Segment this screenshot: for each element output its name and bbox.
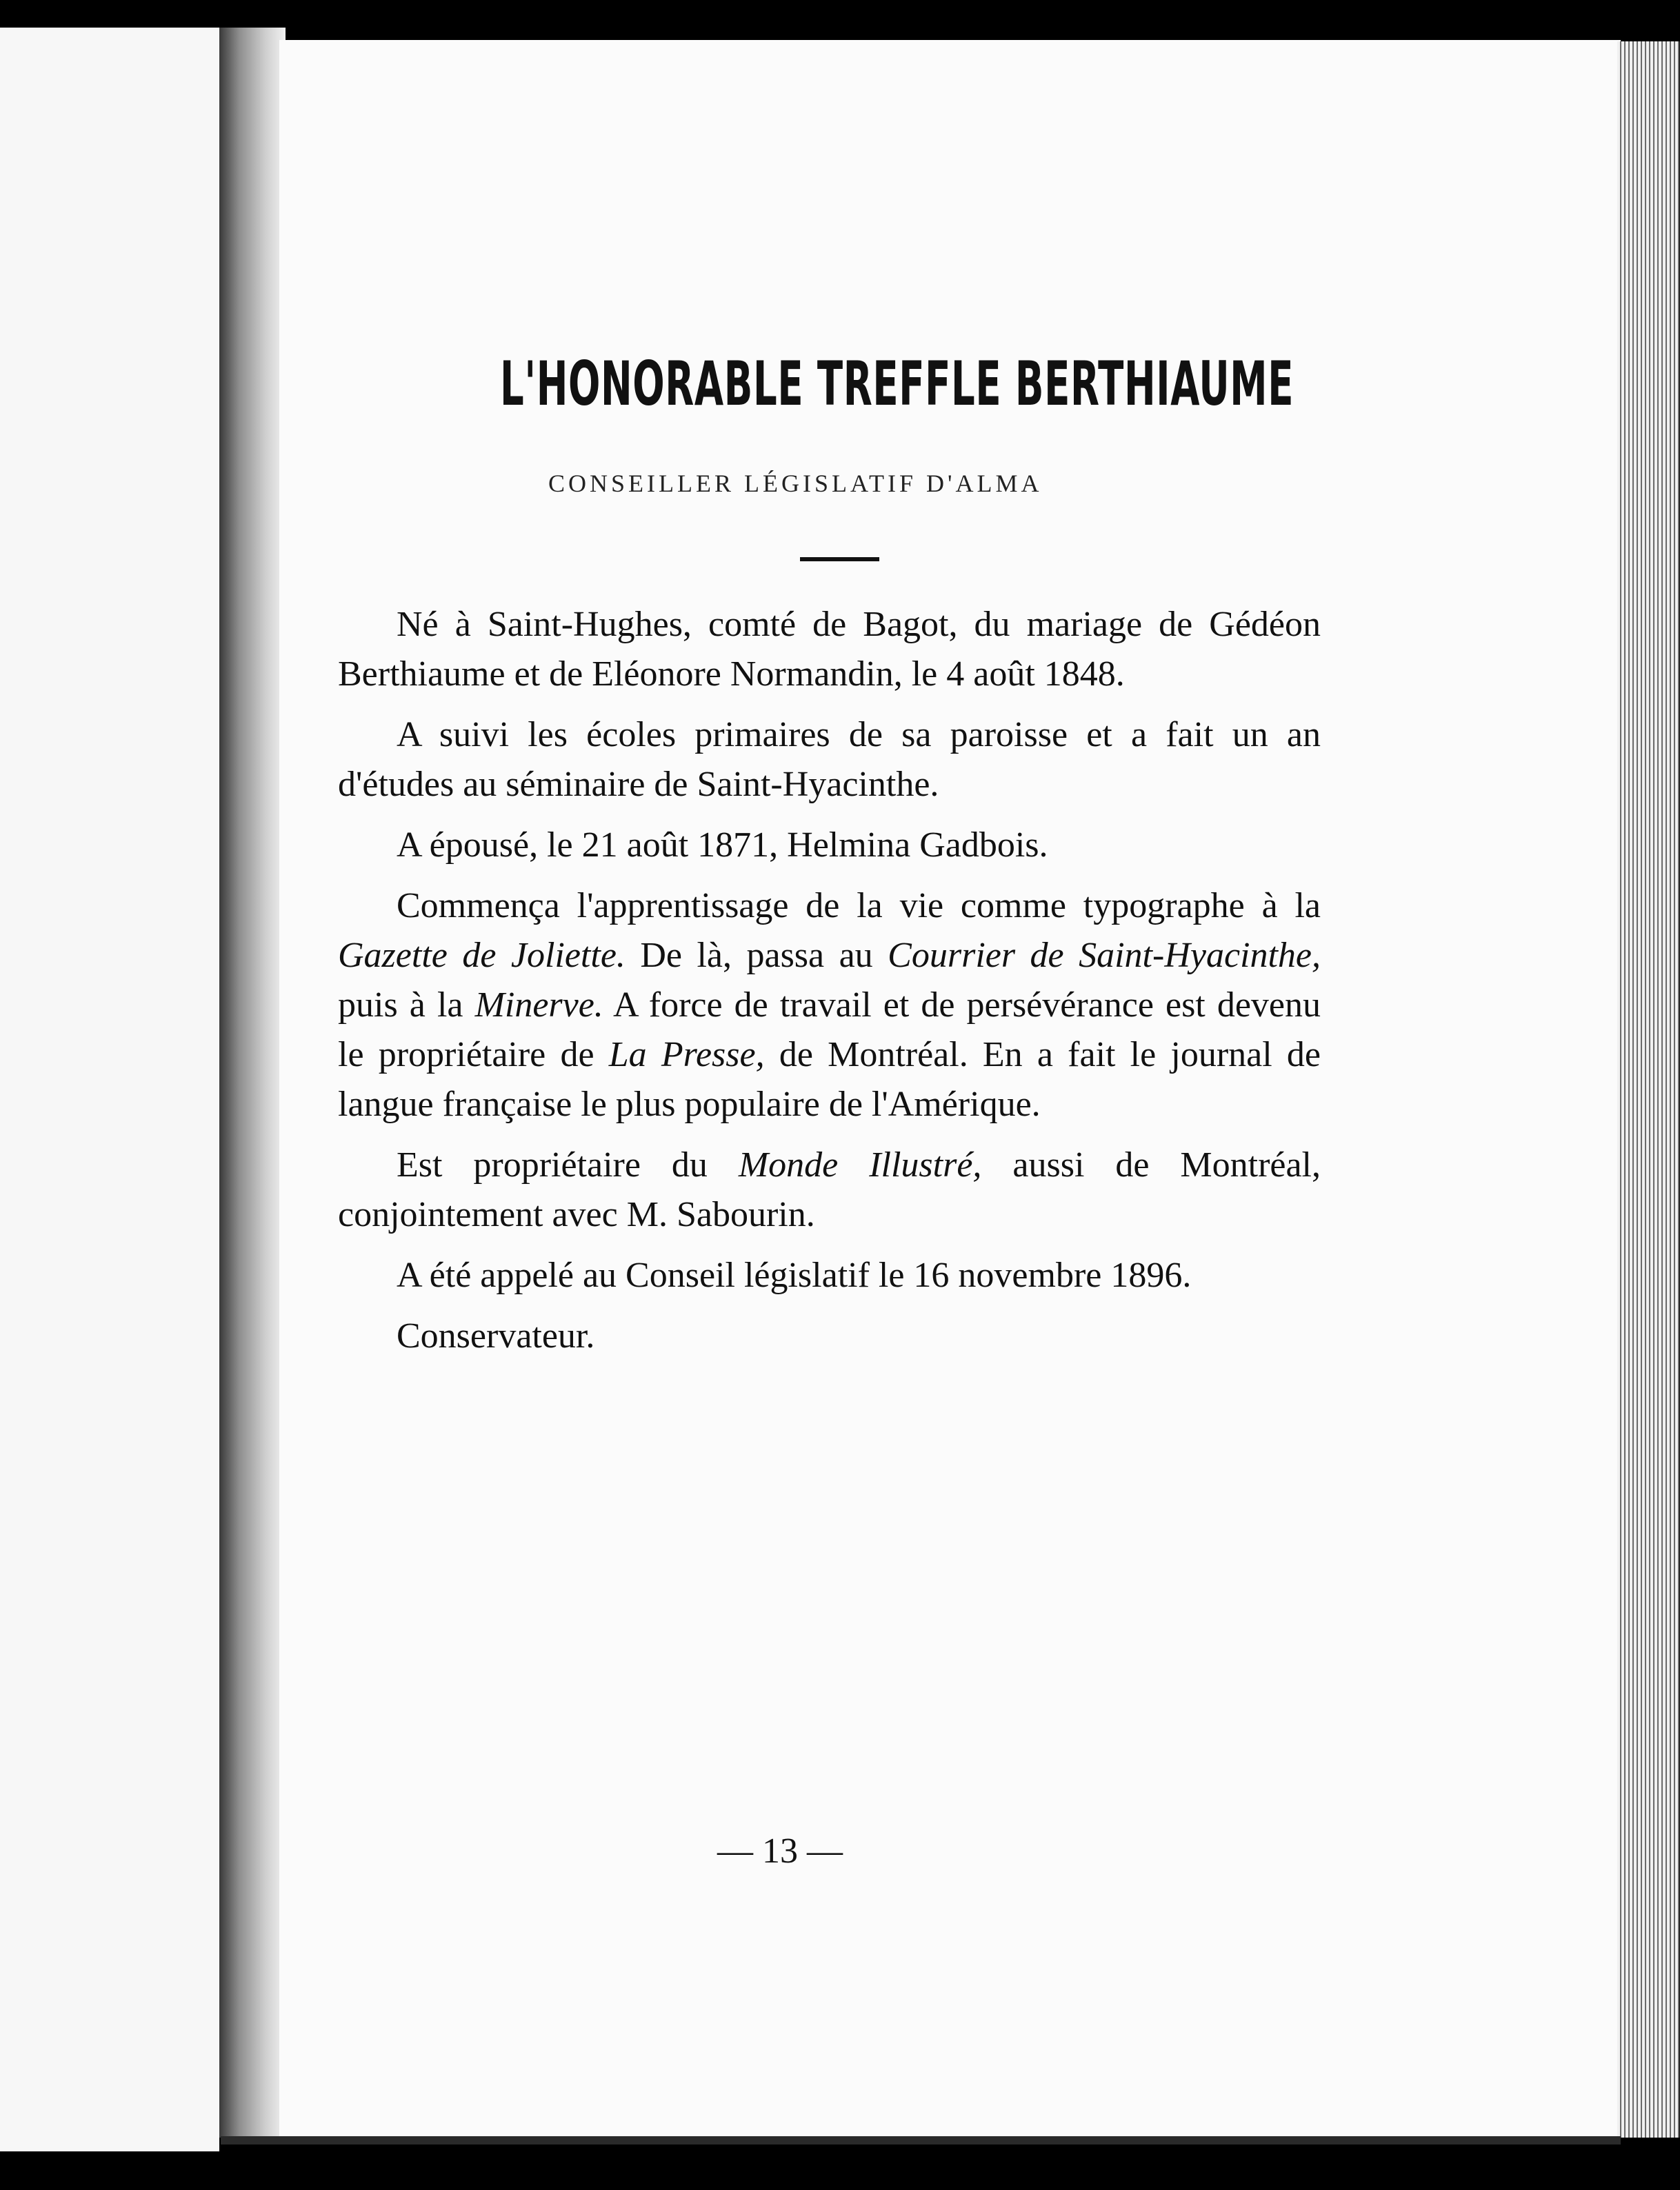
paragraph: [338, 1141, 1321, 1240]
text-run: aussi de Montréal, conjointement avec M. Sabourin.: [338, 1145, 1321, 1234]
italic-text: Gazette de Joliette.: [338, 936, 626, 975]
book-gutter: [219, 28, 286, 2138]
italic-text: Monde Illustré,: [738, 1145, 982, 1185]
paragraph: [338, 881, 1321, 1129]
italic-text: Minerve.: [474, 985, 603, 1025]
text-run: Conservateur.: [397, 1316, 595, 1356]
divider-rule: [800, 557, 879, 561]
paragraph: [338, 710, 1321, 810]
text-run: Commença l'apprentissage de la vie comme typographe à la: [397, 886, 1321, 925]
page-subtitle: CONSEILLER LÉGISLATIF D'ALMA: [548, 470, 1043, 497]
italic-text: Courrier de Saint-Hyacinthe,: [888, 936, 1321, 975]
paragraph: [338, 821, 1321, 870]
italic-text: La Presse,: [608, 1035, 765, 1074]
text-run: Est propriétaire du: [397, 1145, 739, 1185]
page-shadow: [221, 2136, 1621, 2144]
text-run: puis à la: [338, 985, 475, 1025]
biography-text: [338, 600, 1321, 1372]
page-number: — 13 —: [717, 1831, 843, 1871]
text-run: Né à Saint-Hughes, comté de Bagot, du mariage de Gédéon Berthiaume et de Eléonore Normandin, le 4 août 1848.: [338, 605, 1321, 694]
page-edges: [1617, 41, 1679, 2138]
text-run: A force de travail et de persévérance est devenu le propriétaire de: [338, 985, 1321, 1074]
page-title: L'HONORABLE TREFFLE BERTHIAUME: [500, 348, 1294, 419]
paragraph: [338, 1312, 1321, 1361]
paragraph: [338, 600, 1321, 699]
text-run: A suivi les écoles primaires de sa paroisse et a fait un an d'études au séminaire de Saint-Hyacinthe.: [338, 715, 1321, 804]
facing-page: [0, 28, 219, 2151]
text-run: A épousé, le 21 août 1871, Helmina Gadbois.: [397, 825, 1048, 865]
paragraph: [338, 1251, 1321, 1300]
text-run: de Montréal. En a fait le journal de langue française le plus populaire de l'Amérique.: [338, 1035, 1321, 1124]
text-run: A été appelé au Conseil législatif le 16 novembre 1896.: [397, 1256, 1192, 1295]
text-run: De là, passa au: [625, 936, 888, 975]
